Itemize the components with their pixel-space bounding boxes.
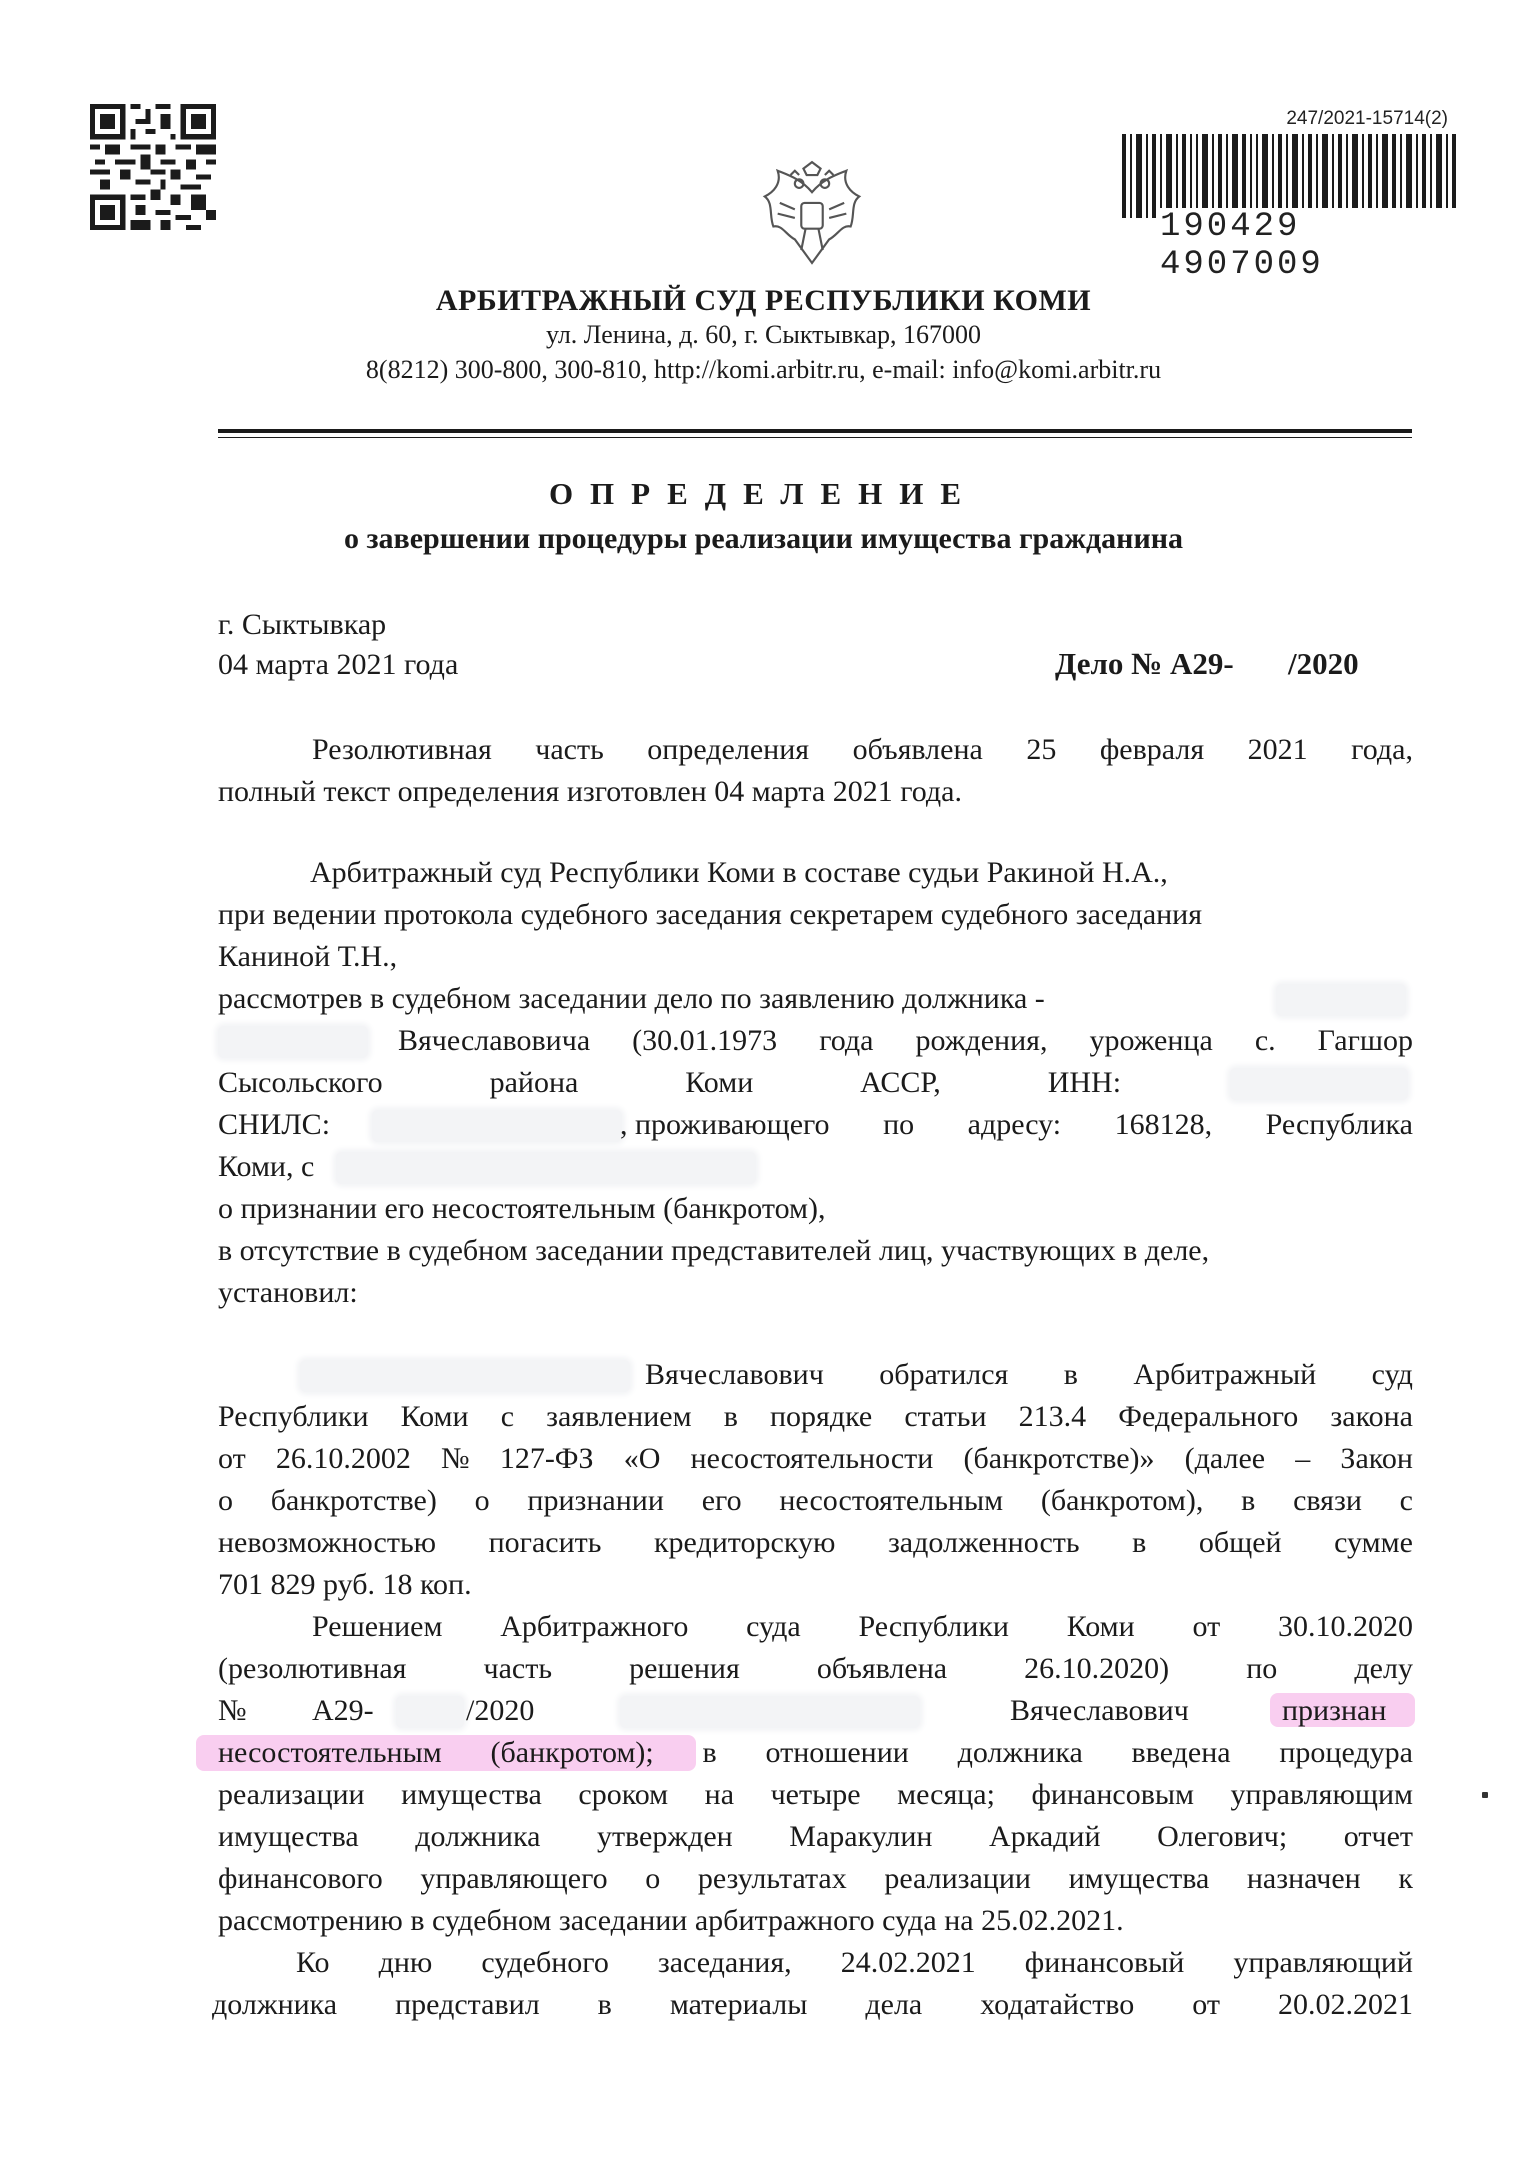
redacted-inn — [1230, 1068, 1408, 1100]
text-line: 701 829 руб. 18 коп. — [218, 1568, 472, 1601]
redacted-name — [300, 1360, 630, 1392]
barcode-reference: 247/2021-15714(2) — [1286, 108, 1448, 129]
text-line: Каниной Т.Н., — [218, 940, 398, 973]
case-number: Дело № А29- /2020 — [1055, 646, 1359, 681]
redacted-case-digits — [396, 1696, 464, 1728]
text-line: рассмотрению в судебном заседании арбитражного суда на 25.02.2021. — [218, 1904, 1124, 1937]
text-line: А29- — [312, 1694, 374, 1727]
redacted-snils — [372, 1110, 622, 1142]
redacted-address — [336, 1152, 756, 1184]
scan-speck — [1482, 1792, 1488, 1798]
text-line: Ко дню судебного заседания, 24.02.2021 финансовый управляющий — [296, 1946, 1413, 1979]
qr-code-icon — [90, 104, 216, 230]
text-line: Арбитражный суд Республики Коми в составе судьи Ракиной Н.А., — [310, 856, 1168, 889]
court-contacts: 8(8212) 300-800, 300-810, http://komi.arbitr.ru, e-mail: info@komi.arbitr.ru — [365, 355, 1162, 384]
text-line: Коми, с — [218, 1150, 315, 1183]
text-line: Вячеславовича (30.01.1973 года рождения, уроженца с. Гагшор — [398, 1024, 1413, 1057]
text-line: финансового управляющего о результатах реализации имущества назначен к — [218, 1862, 1413, 1895]
court-address: ул. Ленина, д. 60, г. Сыктывкар, 167000 — [545, 320, 982, 349]
text-line: Республики Коми с заявлением в порядке статьи 213.4 Федерального закона — [218, 1400, 1413, 1433]
text-line: невозможностью погасить кредиторскую задолженность в общей сумме — [218, 1526, 1413, 1559]
document-title: ОПРЕДЕЛЕНИЕ — [548, 476, 979, 511]
text-line: полный текст определения изготовлен 04 марта 2021 года. — [218, 775, 962, 808]
text-line: в отсутствие в судебном заседании представителей лиц, участвующих в деле, — [218, 1234, 1210, 1267]
text-line: о признании его несостоятельным (банкротом), — [218, 1192, 826, 1225]
text-line: рассмотрев в судебном заседании дело по заявлению должника - — [218, 982, 1045, 1015]
text-line: № — [218, 1694, 247, 1727]
text-line: Решением Арбитражного суда Республики Коми от 30.10.2020 — [312, 1610, 1413, 1643]
text-line: Сысольского района Коми АССР, ИНН: — [218, 1066, 1122, 1099]
text-line: о банкротстве) о признании его несостоятельным (банкротом), в связи с — [218, 1484, 1413, 1517]
russian-coat-of-arms-icon — [758, 160, 866, 278]
text-line: признан — [1282, 1694, 1387, 1727]
document-date: 04 марта 2021 года — [218, 648, 459, 681]
header-divider — [218, 429, 1412, 433]
text-line: СНИЛС: — [218, 1108, 331, 1141]
text-line: , проживающего по адресу: 168128, Республика — [620, 1108, 1413, 1141]
text-line: (резолютивная часть решения объявлена 26.10.2020) по делу — [218, 1652, 1413, 1685]
text-line: имущества должника утвержден Маракулин Аркадий Олегович; отчет — [218, 1820, 1413, 1853]
text-line: должника представил в материалы дела ходатайство от 20.02.2021 — [212, 1988, 1413, 2021]
text-line: при ведении протокола судебного заседания секретарем судебного заседания — [218, 898, 1203, 931]
redacted-name — [1276, 984, 1406, 1016]
barcode-block — [1122, 108, 1462, 284]
court-name: АРБИТРАЖНЫЙ СУД РЕСПУБЛИКИ КОМИ — [435, 284, 1092, 317]
text-line: реализации имущества сроком на четыре месяца; финансовым управляющим — [218, 1778, 1413, 1811]
barcode-digits: 190429 4907009 — [1158, 208, 1462, 284]
text-line: /2020 — [466, 1694, 535, 1727]
redacted-name — [620, 1696, 920, 1728]
redacted-name — [218, 1026, 368, 1058]
document-city: г. Сыктывкар — [218, 608, 387, 641]
text-line: Вячеславович обратился в Арбитражный суд — [645, 1358, 1413, 1391]
document-subtitle: о завершении процедуры реализации имущества гражданина — [343, 522, 1184, 555]
text-line: Резолютивная часть определения объявлена 25 февраля 2021 года, — [312, 733, 1413, 766]
text-line: от 26.10.2002 № 127-ФЗ «О несостоятельности (банкротстве)» (далее – Закон — [218, 1442, 1413, 1475]
text-line: несостоятельным (банкротом); в отношении должника введена процедура — [218, 1736, 1413, 1769]
barcode-icon — [1122, 134, 1458, 218]
text-line: Вячеславович — [1010, 1694, 1189, 1727]
text-line: установил: — [218, 1276, 358, 1309]
header-divider-thin — [218, 437, 1412, 438]
